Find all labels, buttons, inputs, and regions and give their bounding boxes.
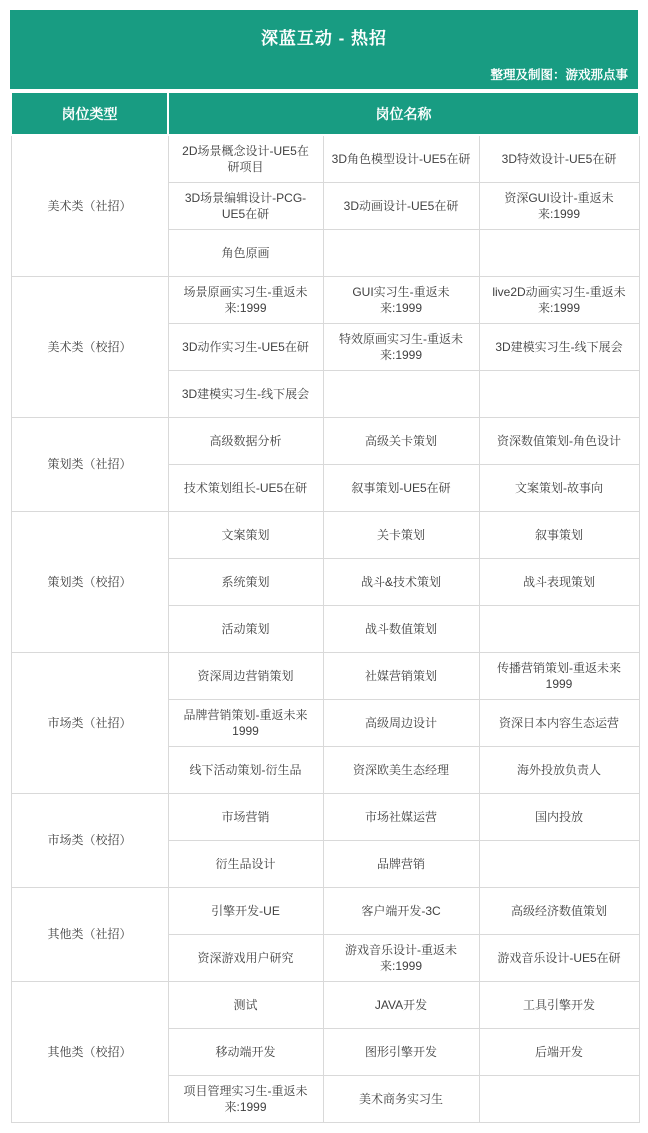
- job-cell: 资深周边营销策划: [168, 653, 323, 700]
- job-cell: 3D建模实习生-线下展会: [479, 324, 639, 371]
- job-cell: 资深GUI设计-重返未来:1999: [479, 183, 639, 230]
- job-cell: 后端开发: [479, 1029, 639, 1076]
- job-cell: 市场营销: [168, 794, 323, 841]
- job-cell: 资深日本内容生态运营: [479, 700, 639, 747]
- table-row: [11, 794, 639, 841]
- job-cell: 社媒营销策划: [323, 653, 479, 700]
- job-cell: 线下活动策划-衍生品: [168, 747, 323, 794]
- table-row: [11, 277, 639, 324]
- category-cell: 其他类（社招）: [11, 888, 168, 982]
- empty-cell: [479, 841, 639, 888]
- table-row: [11, 418, 639, 465]
- job-cell: JAVA开发: [323, 982, 479, 1029]
- job-cell: 3D角色模型设计-UE5在研: [323, 135, 479, 183]
- job-cell: 活动策划: [168, 606, 323, 653]
- job-cell: 工具引擎开发: [479, 982, 639, 1029]
- job-cell: 游戏音乐设计-重返未来:1999: [323, 935, 479, 982]
- job-cell: 叙事策划-UE5在研: [323, 465, 479, 512]
- job-cell: 2D场景概念设计-UE5在研项目: [168, 135, 323, 183]
- column-header-job-name: 岗位名称: [168, 92, 639, 135]
- category-cell: 美术类（社招）: [11, 135, 168, 277]
- empty-cell: [479, 371, 639, 418]
- column-header-job-type: 岗位类型: [11, 92, 168, 135]
- table-row: [11, 512, 639, 559]
- job-cell: 国内投放: [479, 794, 639, 841]
- job-cell: 3D动画设计-UE5在研: [323, 183, 479, 230]
- job-cell: 场景原画实习生-重返未来:1999: [168, 277, 323, 324]
- job-cell: 资深欧美生态经理: [323, 747, 479, 794]
- job-cell: 测试: [168, 982, 323, 1029]
- jobs-table-body: [11, 135, 639, 1123]
- job-cell: 3D动作实习生-UE5在研: [168, 324, 323, 371]
- job-cell: 资深数值策划-角色设计: [479, 418, 639, 465]
- jobs-table: [10, 91, 640, 1123]
- page-title: 深蓝互动 - 热招: [260, 29, 388, 48]
- job-cell: 高级周边设计: [323, 700, 479, 747]
- header-banner: [10, 10, 638, 89]
- job-cell: 高级关卡策划: [323, 418, 479, 465]
- job-cell: 品牌营销: [323, 841, 479, 888]
- job-cell: 引擎开发-UE: [168, 888, 323, 935]
- empty-cell: [479, 606, 639, 653]
- job-cell: 移动端开发: [168, 1029, 323, 1076]
- job-cell: 叙事策划: [479, 512, 639, 559]
- table-row: [11, 982, 639, 1029]
- job-cell: 图形引擎开发: [323, 1029, 479, 1076]
- job-cell: 3D场景编辑设计-PCG-UE5在研: [168, 183, 323, 230]
- jobs-table-header: [11, 92, 639, 135]
- job-cell: 高级经济数值策划: [479, 888, 639, 935]
- credit-label: 整理及制图：游戏那点事: [490, 68, 628, 82]
- job-cell: 战斗&技术策划: [323, 559, 479, 606]
- job-cell: 资深游戏用户研究: [168, 935, 323, 982]
- category-cell: 市场类（校招）: [11, 794, 168, 888]
- job-cell: GUI实习生-重返未来:1999: [323, 277, 479, 324]
- job-cell: 海外投放负责人: [479, 747, 639, 794]
- category-cell: 美术类（校招）: [11, 277, 168, 418]
- table-row: [11, 653, 639, 700]
- job-cell: 项目管理实习生-重返未来:1999: [168, 1076, 323, 1123]
- job-cell: 文案策划-故事向: [479, 465, 639, 512]
- category-cell: 策划类（社招）: [11, 418, 168, 512]
- job-cell: 品牌营销策划-重返未来1999: [168, 700, 323, 747]
- job-cell: 客户端开发-3C: [323, 888, 479, 935]
- job-cell: 高级数据分析: [168, 418, 323, 465]
- job-cell: 角色原画: [168, 230, 323, 277]
- job-cell: 美术商务实习生: [323, 1076, 479, 1123]
- table-row: [11, 135, 639, 183]
- job-cell: 3D特效设计-UE5在研: [479, 135, 639, 183]
- job-cell: 战斗表现策划: [479, 559, 639, 606]
- job-cell: 技术策划组长-UE5在研: [168, 465, 323, 512]
- job-cell: 市场社媒运营: [323, 794, 479, 841]
- job-cell: 游戏音乐设计-UE5在研: [479, 935, 639, 982]
- job-cell: 衍生品设计: [168, 841, 323, 888]
- job-cell: 文案策划: [168, 512, 323, 559]
- empty-cell: [323, 230, 479, 277]
- category-cell: 其他类（校招）: [11, 982, 168, 1123]
- job-cell: 传播营销策划-重返未来1999: [479, 653, 639, 700]
- job-cell: 特效原画实习生-重返未来:1999: [323, 324, 479, 371]
- job-cell: 系统策划: [168, 559, 323, 606]
- job-cell: live2D动画实习生-重返未来:1999: [479, 277, 639, 324]
- table-row: [11, 888, 639, 935]
- job-cell: 战斗数值策划: [323, 606, 479, 653]
- category-cell: 市场类（社招）: [11, 653, 168, 794]
- empty-cell: [479, 230, 639, 277]
- header-row: [11, 92, 639, 135]
- empty-cell: [479, 1076, 639, 1123]
- job-cell: 3D建模实习生-线下展会: [168, 371, 323, 418]
- category-cell: 策划类（校招）: [11, 512, 168, 653]
- job-cell: 关卡策划: [323, 512, 479, 559]
- empty-cell: [323, 371, 479, 418]
